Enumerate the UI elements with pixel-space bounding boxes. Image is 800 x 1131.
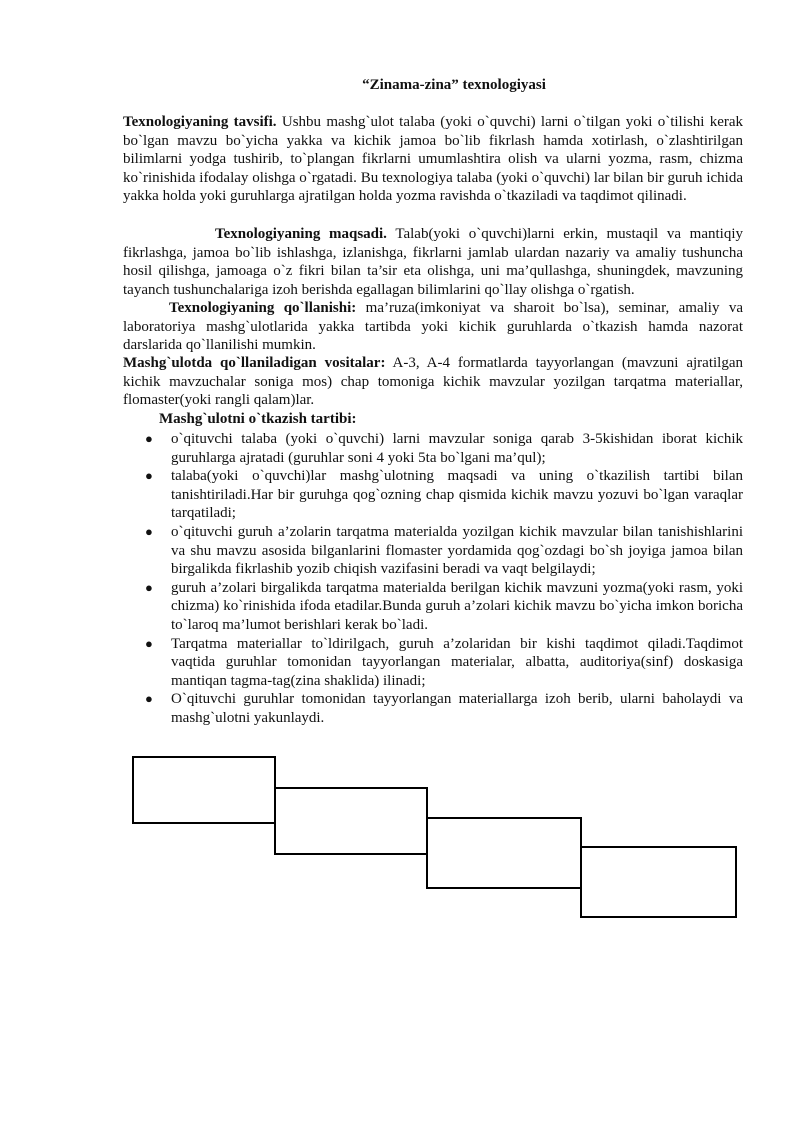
bullet-icon: ● <box>145 579 153 595</box>
step-text: o`qituvchi guruh a’zolarin tarqatma materialda yozilgan kichik mavzular bilan tanishishlarini va shu mavzu asosida bilganlarini flomaster yordamida qog`ozdagi bo`sh joyiga jamoa bilan birgalikda fikrlashib yozib chiqish vazifasini beradi va vaqt belgilaydi; <box>171 523 743 578</box>
step-text: talaba(yoki o`quvchi)lar mashg`ulotning maqsadi va uning o`tkazilish tartibi bilan tanishtiriladi.Har bir guruhga qog`ozning chap qismida kichik mavzu yozuvi bo`lgan varaqlar tarqatiladi; <box>171 468 743 522</box>
bullet-icon: ● <box>145 691 153 707</box>
step-text: guruh a’zolari birgalikda tarqatma materialda berilgan kichik mavzuni yozma(yoki rasm, yoki chizma) ko`rinishida ifoda etadilar.Bunda guruh a’zolari kichik mavzu bo`yicha imkon boricha to`laroq ma’lumot berishlari kerak bo`ladi. <box>171 579 743 633</box>
stair-box-1 <box>133 757 275 823</box>
document-title: “Zinama-zina” texnologiyasi <box>362 77 546 93</box>
step-text: o`qituvchi talaba (yoki o`quvchi) larni mavzular soniga qarab 3-5kishidan iborat kichik guruhlarga ajratadi (guruhlar soni 4 yoki 5ta bo`lgani ma’qul); <box>171 431 743 466</box>
maqsad-text: Talab(yoki o`quvchi)larni erkin, mustaqil va mantiqiy fikrlashga, jamoa bo`lib ishlashga, izlanishga, fikrlarni jamlab ulardan nazariy va amaliy tushuncha hosil qilishga, jamoaga o`z fikri bilan ta’sir eta olishga, uni ma’qullashga, shuningdek, mavzuning tayanch tushunchalariga izoh berishda egallagan bilimlarini qo`llay olishga o`rgatish. <box>123 226 744 298</box>
tartib-heading: Mashg`ulotni o`tkazish tartibi: <box>159 411 357 427</box>
bullet-icon: ● <box>145 468 153 484</box>
tavsif-text: Ushbu mashg`ulot talaba (yoki o`quvchi) larni o`tilgan yoki o`tilishi kerak bo`lgan mavzu bo`yicha yakka va kichik jamoa bo`lib fikrlash hamda xotirlash, o`zlashtirilgan bilimlarni yodga tushirib, to`plangan fikrlarni umumlashtira olish va ularni yozma, rasm, chizma ko`rinishida ifodalay olishga o`rgatadi. Bu texnologiya talaba (yoki o`quvchi) lar bilan bir guruh ichida yakka holda yoki guruhlarga ajratilgan holda yozma ravishda o`tkaziladi va taqdimot qilinadi. <box>123 114 743 205</box>
step-text: Tarqatma materiallar to`ldirilgach, guruh a’zolaridan bir kishi taqdimot qiladi.Taqdimot vaqtida guruhlar tomonidan tayyorlangan materialar, albatta, auditoriya(sinf) doskasiga mantiqan tagma-tag(zina shaklida) ilinadi; <box>171 635 743 689</box>
bullet-icon: ● <box>145 635 153 651</box>
tavsif-label: Texnologiyaning tavsifi. <box>123 114 277 130</box>
stair-box-4 <box>581 847 736 917</box>
bullet-icon: ● <box>145 523 153 539</box>
qollanishi-label: Texnologiyaning qo`llanishi: <box>169 300 357 316</box>
vositalar-text: A-3, A-4 formatlarda tayyorlangan (mavzuni ajratilgan kichik mavzuchalar soniga mos) chap tomoniga kichik mavzular yozilgan tarqatma materiallar, flomaster(yoki rangli qalam)lar. <box>123 355 743 409</box>
step-text: O`qituvchi guruhlar tomonidan tayyorlangan materiallarga izoh berib, ularni baholaydi va mashg`ulotni yakunlaydi. <box>171 691 743 726</box>
stair-box-2 <box>275 788 427 854</box>
maqsad-label: Texnologiyaning maqsadi. <box>215 226 387 242</box>
vositalar-label: Mashg`ulotda qo`llaniladigan vositalar: <box>123 355 386 371</box>
qollanishi-text: ma’ruza(imkoniyat va sharoit bo`lsa), seminar, amaliy va laboratoriya mashg`ulotlarida yakka tartibda yoki kichik guruhlarda o`tkazish hamda nazorat darslarida qo`llanilishi mumkin. <box>123 300 743 354</box>
stair-box-3 <box>427 818 581 888</box>
bullet-icon: ● <box>145 431 153 446</box>
